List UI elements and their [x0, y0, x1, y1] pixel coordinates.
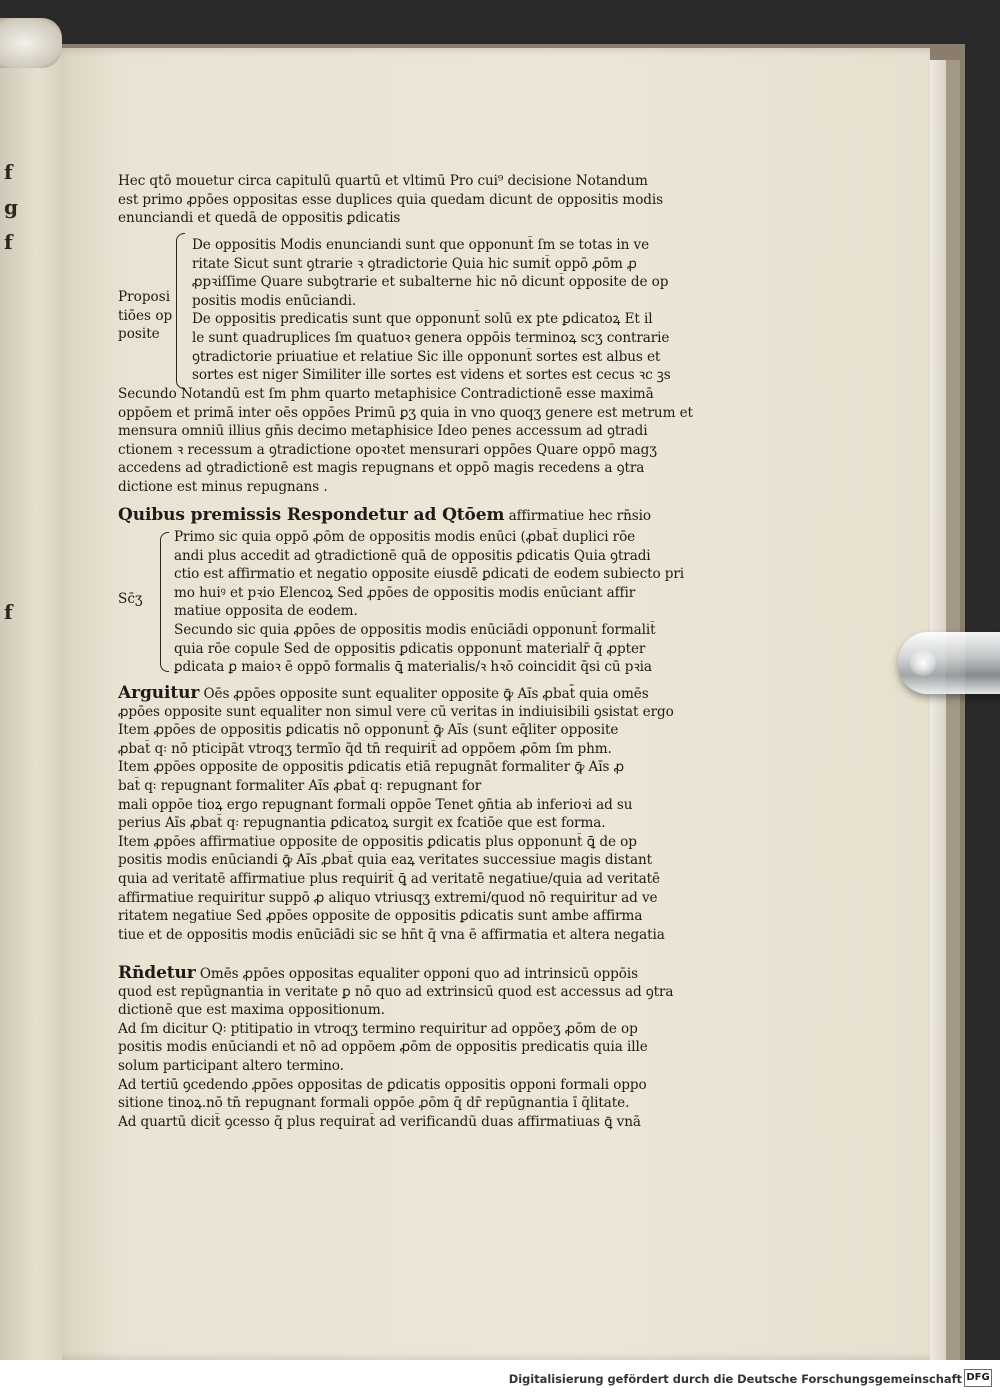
text-block-rationes [174, 528, 768, 677]
text-line: ꝯtradictorie priuatiue et relatiue Sic ille opponunt̄ sortes est albus et [192, 348, 661, 365]
text-line: quod est repūgnantia in veritate ꝑ nō quo ad extrinsicū quod est accessus ad ꝯtra [118, 983, 674, 1000]
glass-page-weight [898, 632, 1000, 694]
text-block-intro [118, 172, 768, 228]
facing-page-mark: f [4, 230, 13, 254]
text-line: ꝓbat̄ q꞉ nō pticipāt vtroqʒ termīo q̄d tn̄ requirit̄ ad oppōem ꝓōm ſm phm. [118, 740, 612, 757]
text-line: dictionē que est maxima oppositionum. [118, 1002, 385, 1019]
text-block-divisions [192, 236, 768, 385]
text-line: est primo ꝓpōes oppositas esse duplices quia quedam dicunt de oppositis modis [118, 191, 664, 208]
footer-credit: Digitalisierung gefördert durch die Deutsche Forschungsgemeinschaft [508, 1372, 962, 1386]
text-line: quia ad veritatē affirmatiue plus requirit̄ ꝗ̄ ad veritatē negatiue/quia ad veritatē [118, 870, 660, 887]
text-line: sitione tinoꝝ.nō tn̄ repugnant formali oppōe ꝓōm q̄ dr̄ repūgnantia ı̄ q̄litate. [118, 1095, 630, 1112]
text-line: Primo sic quia oppō ꝓōm de oppositis modis enūci (ꝓbat̄ duplici rōe [174, 529, 636, 545]
text-line: matiue opposita de eodem. [174, 603, 358, 620]
text-block-respondetur [118, 964, 768, 1131]
text-line: mo huiꝰ et pꝛio Elencoꝝ Sed ꝓpōes de oppositis modis enūciant affir [174, 584, 636, 601]
text-line: mensura omniū illius gn̄is decimo metaphisice Ideo penes accessum ad ꝯtradi [118, 423, 648, 440]
text-line: andi plus accedit ad ꝯtradictionē quā de oppositis ꝑdicatis Quia ꝯtradi [174, 547, 651, 564]
heading-arguitur: Arguitur [118, 684, 200, 703]
text-line: perius Aı̄s ꝓbat̄ q꞉ repugnantia ꝑdicatoꝝ surgit ex fcatiōe que est forma. [118, 815, 606, 832]
text-line: dictione est minus repugnans . [118, 478, 328, 495]
brace-mark [176, 233, 185, 389]
text-line: bat̄ q꞉ repugnant formaliter Aı̄s ꝓbat̄ q꞉ repugnant for [118, 777, 482, 794]
text-line: mali oppōe tioꝝ ergo repugnant formali oppōe Tenet ꝯn̄tia ab inferioꝛi ad su [118, 796, 633, 813]
facing-page-mark: f [4, 160, 13, 184]
text-line: De oppositis predicatis sunt que opponunt̄ solū ex pte ꝑdicatoꝝ Et il [192, 311, 653, 328]
text-line: Secundo Notandū est ſm phm quarto metaphisice Contradictionē esse maximā [118, 386, 654, 402]
margin-label-sec: Sc̄ʒ [118, 591, 143, 607]
heading-responsio [118, 506, 768, 528]
text-line: quia rōe copule Sed de oppositis ꝑdicatis opponunt̄ materialr̄ q̄ ꝓpter [174, 640, 646, 657]
glass-highlight [910, 650, 936, 676]
page-curl [0, 18, 62, 68]
text-line: Item ꝓpōes affirmatiue opposite de oppositis ꝑdicatis plus opponunt̄ ꝗ̄ de op [118, 833, 637, 850]
text-line: accedens ad ꝯtradictionē est magis repugnans et oppō magis recedens a ꝯtra [118, 460, 645, 477]
text-line: Ad tertiū ꝯcedendo ꝓpōes oppositas de ꝑdicatis oppositis opponi formali oppo [118, 1076, 647, 1093]
text-line: ctionem ꝛ recessum a ꝯtradictione opoꝛtet mensurari oppōes Quare oppō magʒ [118, 441, 657, 458]
text-line: tiue et de oppositis modis enūciādi sic se hn̄t q̄ vna ē affirmatia et altera negatia [118, 926, 665, 943]
text-line: positis modis enūciandi. [192, 292, 357, 309]
text-line: le sunt quadruplices ſm quatuoꝛ genera oppōis terminoꝝ scʒ contrarie [192, 329, 670, 346]
text-line: solum participant altero termino. [118, 1057, 344, 1074]
text-line: Hec qtō mouetur circa capitulū quartū et vltimū Pro cui⁹ decisione Notandum [118, 173, 648, 189]
heading-rest: affirmatiue hec rn̄sio [504, 508, 651, 524]
facing-page-mark: f [4, 600, 13, 624]
text-line: positis modis enūciandi ꝙ̄ Aı̄s ꝓbat̄ quia eaꝝ veritates successiue magis distant [118, 852, 653, 869]
text-line: ꝑdicata ꝑ maioꝛ ē oppō formalis ꝗ̄ materialis/ꝛ hꝛō coincidit q̄si cū pꝛia [174, 659, 652, 676]
text-block-arguitur [118, 684, 768, 944]
heading-text: Quibus premissis Respondetur ad Qtōem [118, 506, 505, 525]
text-line: ritate Sicut sunt ꝯtrarie ꝛ ꝯtradictorie Quia hic sumit̄ oppō ꝓōm ꝓ [192, 255, 637, 272]
facing-page [0, 40, 62, 1360]
brace-mark [160, 532, 169, 672]
text-line: ctio est affirmatio et negatio opposite eiusdē ꝑdicati de eodem subiecto pri [174, 566, 685, 583]
heading-respondetur: Rn̄detur [118, 964, 196, 983]
text-line: Ad quartū dicit̄ ꝯcesso q̄ plus requirat̄ ad verificandū duas affirmatiuas ꝗ̄ vnā [118, 1113, 641, 1130]
text-line: Item ꝓpōes opposite de oppositis ꝑdicatis etiā repugnāt formaliter ꝙ̄ Aı̄s ꝓ [118, 759, 625, 776]
text-line: ꝓpꝛiſſime Quare subꝯtrarie et subalterne hic nō dicunt̄ opposite de op [192, 274, 669, 291]
text-line: Ad ſm dicitur Q꞉ ptitipatio in vtroqʒ termino requiritur ad oppōeʒ ꝓōm de op [118, 1020, 638, 1037]
text-line: positis modis enūciandi et nō ad oppōem ꝓōm de oppositis predicatis quia ille [118, 1039, 648, 1056]
text-line: Omēs ꝓpōes oppositas equaliter opponi quo ad intrinsicū oppōis [195, 966, 638, 982]
margin-label-line: posite [118, 326, 160, 343]
page-edge [930, 60, 946, 1360]
margin-label-line: tiōes op [118, 307, 173, 324]
dfg-logo-icon: DFG [964, 1369, 992, 1387]
text-line: Secundo sic quia ꝓpōes de oppositis modis enūciādi opponunt̄ formalit̄ [174, 621, 656, 638]
margin-label-line: Proposi [118, 289, 171, 305]
text-line: De oppositis Modis enunciandi sunt que opponunt̄ ſm se totas in ve [192, 237, 650, 253]
text-line: Item ꝓpōes de oppositis ꝑdicatis nō opponunt̄ ꝙ̄ Aı̄s (sunt eq̄liter opposite [118, 722, 619, 739]
text-line: ritatem negatiue Sed ꝓpōes opposite de oppositis ꝑdicatis sunt ambe affirma [118, 908, 643, 925]
text-line: oppōem et primā inter oēs oppōes Primū ꝑʒ quia in vno quoqʒ genere est metrum et [118, 404, 693, 421]
text-line: Oēs ꝓpōes opposite sunt equaliter opposite ꝙ̄ Aı̄s ꝓbat̄ quia omēs [199, 686, 649, 702]
facing-page-mark: g [4, 195, 18, 219]
text-line: ꝓpōes opposite sunt equaliter non simul vere cū veritas in indiuisibili ꝯsistat ergo [118, 703, 674, 720]
text-line: sortes est niger Similiter ille sortes est videns et sortes est cecus ꝛc ꝫs [192, 367, 671, 384]
text-line: enunciandi et quedā de oppositis ꝑdicatis [118, 210, 401, 227]
text-block-secundo [118, 385, 768, 497]
text-line: affirmatiue requiritur suppō ꝓ aliquo vtriusqʒ extremi/quod nō requiritur ad ve [118, 889, 658, 906]
